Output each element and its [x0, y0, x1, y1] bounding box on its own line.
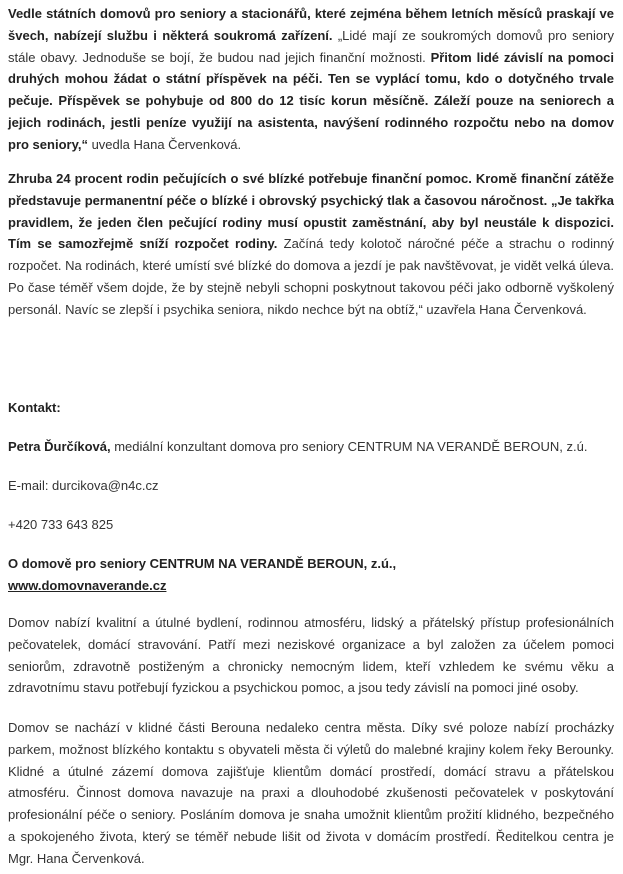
bold-text: Vedle státních domovů pro seniory a stacionářů, které zejména během letních měsíců praskají ve švech, nabízejí službu i některá soukromá zařízení. — [8, 6, 614, 43]
contact-phone: +420 733 643 825 — [8, 517, 114, 532]
contact-person — [8, 436, 587, 457]
about-heading: O domově pro seniory CENTRUM NA VERANDĚ BEROUN, z.ú., — [8, 556, 397, 571]
website-link[interactable]: www.domovnaverande.cz — [8, 578, 167, 593]
paragraph-about-services: Domov nabízí kvalitní a útulné bydlení, rodinnou atmosféru, lidský a přátelský přístup profesionálních pečovatelek, domácí stravování. Patří mezi neziskové organizace a byl založen za účelem pomoci seniorům, zdravotně postiženým a chronicky nemocným lidem, kteří vzhledem ke svému věku a zdravotnímu stavu potřebují fyzickou a psychickou pomoc, a jsou tedy závislí na pomoci jiné osoby. — [8, 615, 614, 696]
bold-text: Zhruba 24 procent rodin pečujících o své blízké potřebuje finanční pomoc. Kromě finanční zátěže představuje permanentní péče o blízké i obrovský psychický tlak a časovou náročnost. „Je takřka pravidlem, že jeden člen pečující rodiny musí opustit zaměstnání, aby byl neustále k dispozici. Tím se samozřejmě sníží rozpočet rodiny. — [8, 171, 614, 252]
paragraph-about-location: Domov se nachází v klidné části Berouna nedaleko centra města. Díky své poloze nabízí procházky parkem, možnost blízkého kontaktu s obyvateli města či výletů do malebné krajiny kolem řeky Berounky. Klidné a útulné zázemí domova zajišťuje klientům domácí prostředí, domácí stravu a přátelskou atmosféru. Činnost domova navazuje na praxi a dlouhodobé zkušenosti pečovatelek v poskytování profesionální péče o seniory. Posláním domova je snaha umožnit klientům prožití klidného, bezpečného a spokojeného života, který se téměř nebude lišit od života v domácím prostředí. Ředitelkou centra je Mgr. Hana Červenková. — [8, 720, 614, 866]
regular-text: uvedla Hana Červenková. — [87, 136, 242, 152]
about-website — [8, 575, 166, 596]
regular-text: Začíná tedy kolotoč náročné péče a strachu o rodinný rozpočet. Na rodinách, které umístí své blízké do domova a jezdí je pak navštěvovat, je vidět velká úleva. Po čase téměř všem dojde, že by stejně nebyli schopni poskytnout takovou péči jako odborně vyškolený personál. Navíc se zlepší i psychika seniora, nikdo nechce být na obtíž,“ uzavřela Hana Červenková. — [8, 236, 614, 317]
paragraph-family-care — [8, 168, 614, 321]
contact-email: E-mail: durcikova@n4c.cz — [8, 478, 159, 493]
contact-role: mediální konzultant domova pro seniory CENTRUM NA VERANDĚ BEROUN, z.ú. — [110, 439, 588, 454]
contact-heading: Kontakt: — [8, 400, 61, 415]
contact-name: Petra Ďurčíková, — [8, 439, 111, 454]
regular-text: „Lidé mají ze soukromých domovů pro seniory stále obavy. Jednoduše se bojí, že budou nad jejich finanční možnosti. — [8, 27, 614, 65]
paragraph-quote-financial — [8, 3, 614, 156]
bold-text: Přitom lidé závislí na pomoci druhých mohou žádat o státní příspěvek na péči. Ten se vyplácí tomu, kdo o dotyčného trvale pečuje. Příspěvek se pohybuje od 800 do 12 tisíc korun měsíčně. Záleží pouze na seniorech a jejich rodinách, jestli peníze využijí na asistenta, navýšení rodinného rozpočtu nebo na domov pro seniory,“ — [8, 49, 614, 152]
